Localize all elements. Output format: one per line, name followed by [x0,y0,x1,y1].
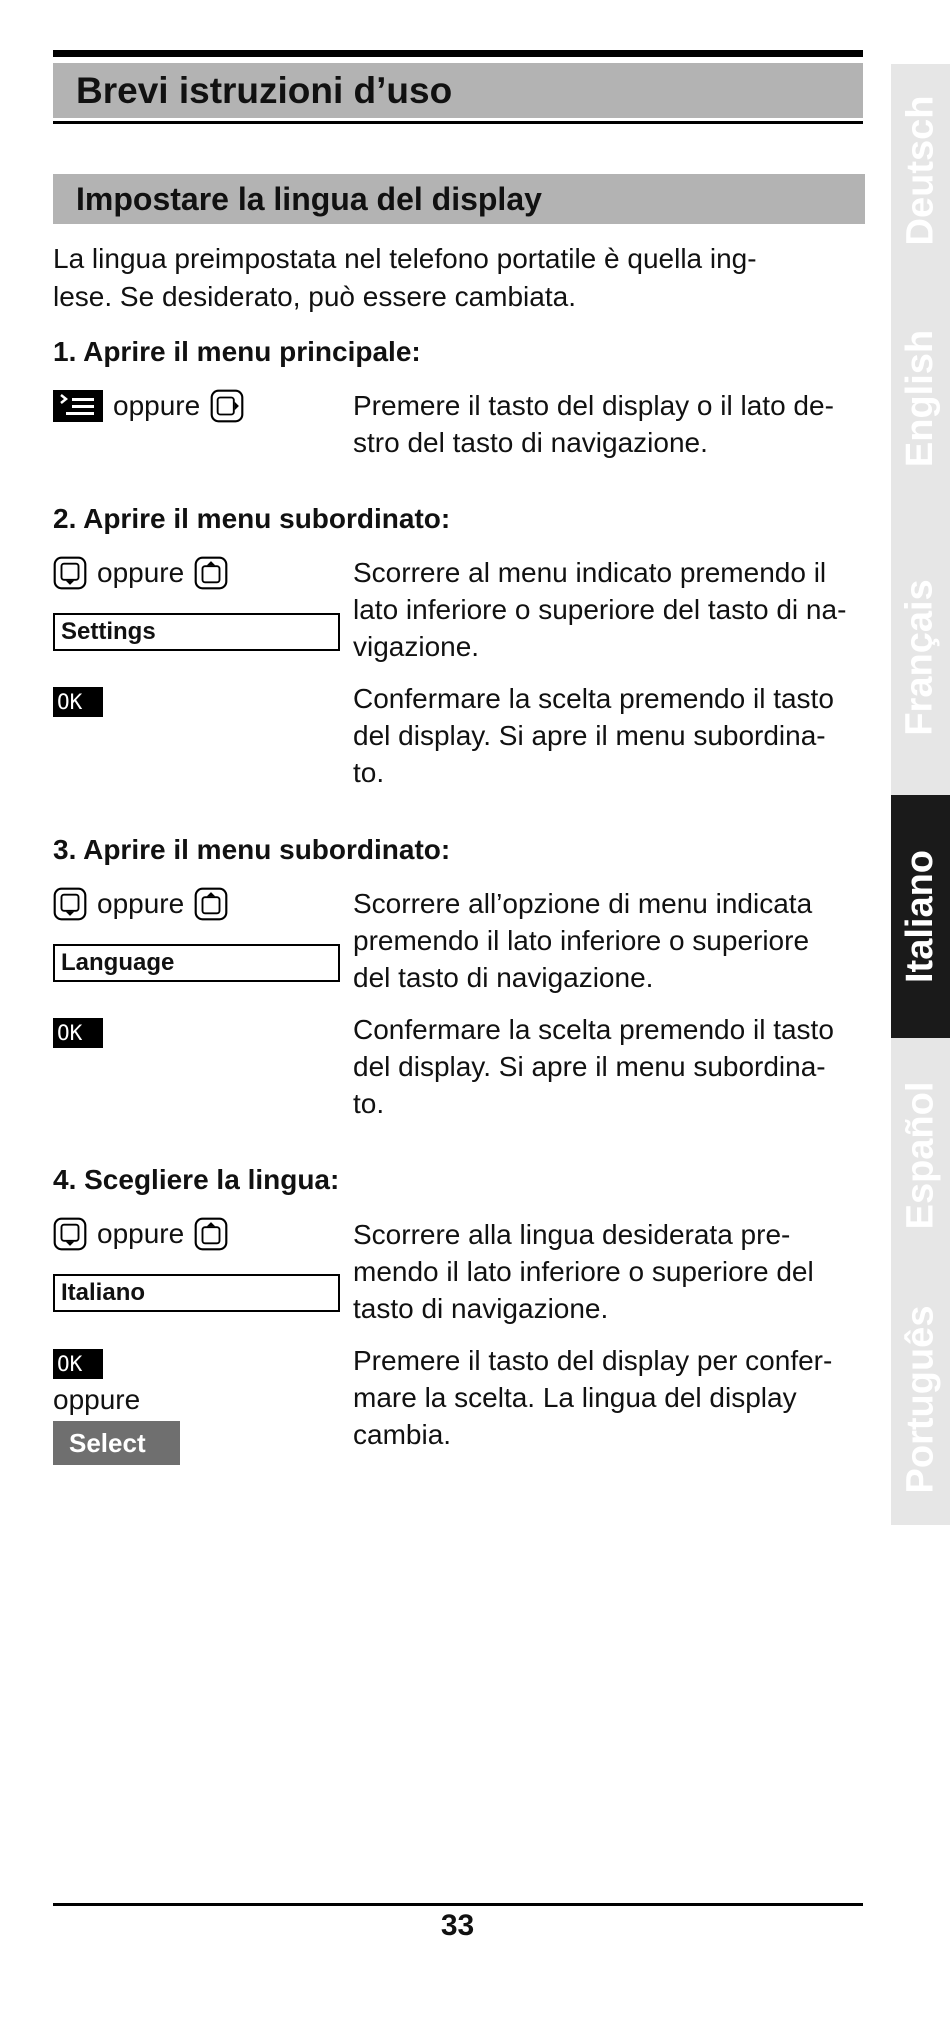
nav-up-icon [194,1217,228,1251]
desc-line: Premere il tasto del display o il lato de- [353,390,834,421]
nav-up-icon [194,556,228,590]
select-key: Select [53,1421,180,1465]
lang-tab-deutsch [891,64,950,277]
page-title: Brevi istruzioni d’uso [76,70,453,111]
step-4-ok-desc [353,1342,863,1453]
lang-tab-english [891,277,950,520]
desc-line: to. [353,1088,385,1119]
lang-tab-portugues [891,1273,950,1525]
desc-line: Premere il tasto del display per confer- [353,1345,833,1376]
desc-line: stro del tasto di navigazione. [353,427,708,458]
or-label: oppure [97,888,185,919]
ok-key: OK [53,687,103,717]
desc-line: premendo il lato inferiore o superiore [353,925,810,956]
lang-tab-italiano [891,795,950,1038]
lang-tab-label: Español [899,1081,941,1230]
desc-line: to. [353,757,385,788]
page-number: 33 [440,1909,475,1942]
desc-line: Scorrere alla lingua desiderata pre- [353,1219,791,1250]
lang-tab-label: Italiano [899,849,941,984]
step-3-heading: 3. Aprire il menu subordinato: [53,834,451,865]
nav-right-icon [210,389,244,423]
nav-down-icon [53,556,87,590]
step-2-keys [53,554,228,592]
step-3-keys [53,885,228,923]
step-3-ok-desc [353,1011,863,1122]
desc-line: Scorrere all’opzione di menu indicata [353,888,813,919]
lang-tab-label: English [899,329,942,468]
nav-down-icon [53,887,87,921]
display-text-italiano: Italiano [53,1274,340,1312]
lang-tab-francais [891,520,950,795]
display-text-language: Language [53,944,340,982]
nav-up-icon [194,887,228,921]
desc-line: lato inferiore o superiore del tasto di na- [353,594,847,625]
or-label: oppure [97,557,185,588]
intro-line-2: lese. Se desiderato, può essere cambiata. [53,281,576,312]
step-1-heading: 1. Aprire il menu principale: [53,336,421,367]
desc-line: Confermare la scelta premendo il tasto [353,1014,834,1045]
lang-tab-label: Deutsch [899,95,942,246]
or-label: oppure [113,390,201,421]
desc-line: Scorrere al menu indicato premendo il [353,557,827,588]
step-4-heading: 4. Scegliere la lingua: [53,1164,340,1195]
step-1-desc [353,387,863,461]
desc-line: del display. Si apre il menu subordina- [353,1051,826,1082]
or-label: oppure [97,1218,185,1249]
step-3-desc [353,885,863,996]
desc-line: vigazione. [353,631,480,662]
step-2-ok-desc [353,680,863,791]
desc-line: mendo il lato inferiore o superiore del [353,1256,814,1287]
display-text-settings: Settings [53,613,340,651]
section-title: Impostare la lingua del display [76,181,542,217]
step-2-desc [353,554,863,665]
desc-line: del tasto di navigazione. [353,962,654,993]
lang-tab-label: Français [899,579,941,736]
intro-line-1: La lingua preimpostata nel telefono portatile è quella ing- [53,243,757,274]
step-2-heading: 2. Aprire il menu subordinato: [53,503,451,534]
desc-line: Confermare la scelta premendo il tasto [353,683,834,714]
or-label: oppure [53,1384,141,1415]
top-rule [53,50,863,57]
desc-line: cambia. [353,1419,452,1450]
lang-tab-espanol [891,1038,950,1273]
desc-line: mare la scelta. La lingua del display [353,1382,797,1413]
nav-down-icon [53,1217,87,1251]
lang-tab-label: Português [899,1305,941,1493]
ok-key: OK [53,1349,103,1379]
step-4-keys [53,1215,228,1253]
desc-line: del display. Si apre il menu subordina- [353,720,826,751]
step-1-keys [53,387,244,425]
step-4-desc [353,1216,863,1327]
ok-key: OK [53,1018,103,1048]
title-underline [53,121,863,124]
menu-key-icon [53,390,103,422]
desc-line: tasto di navigazione. [353,1293,609,1324]
